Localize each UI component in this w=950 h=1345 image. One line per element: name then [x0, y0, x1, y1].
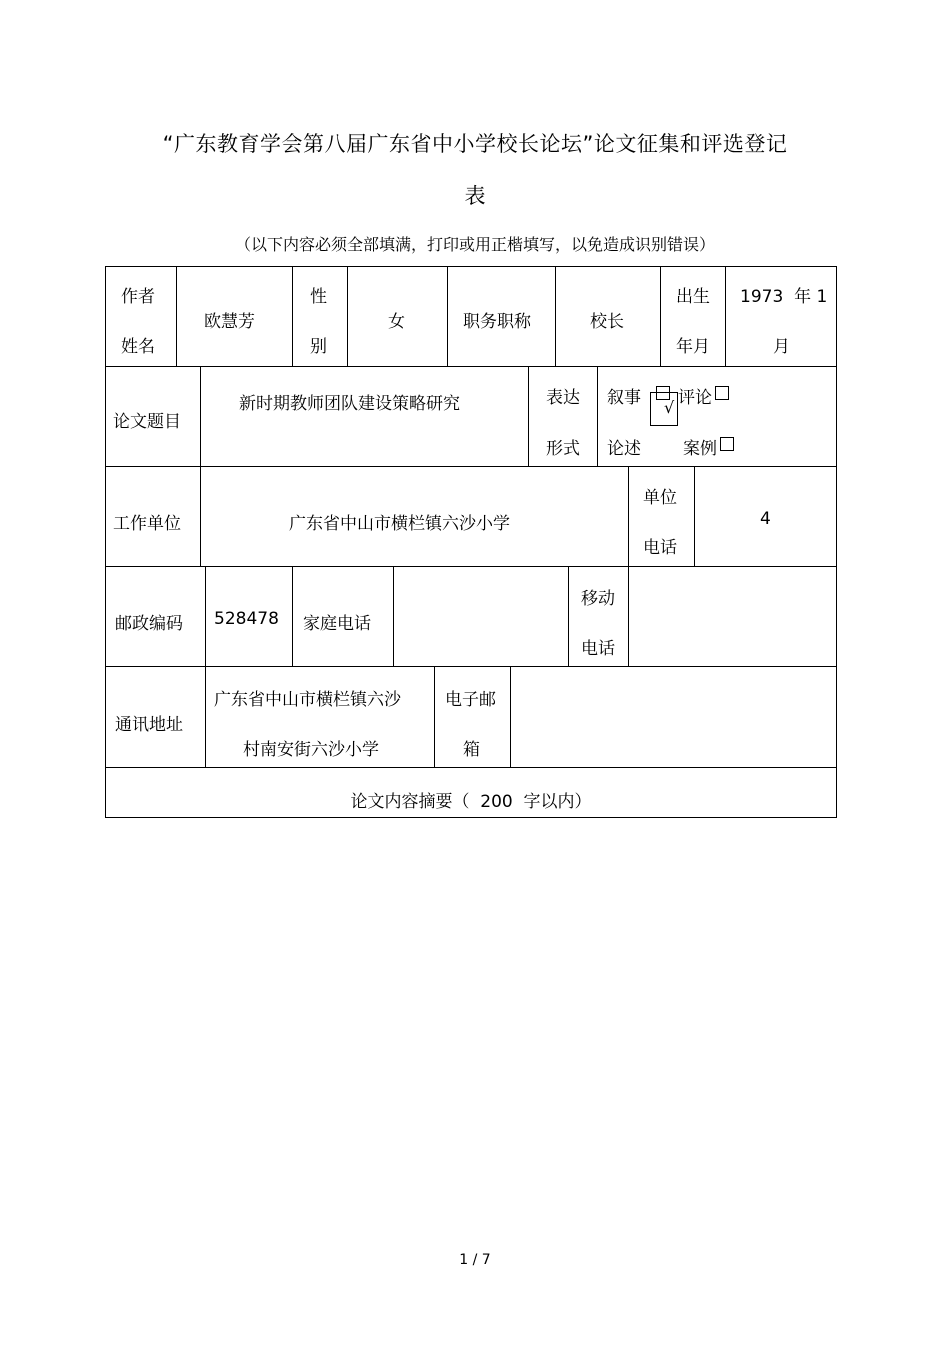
address-label: 通讯地址	[115, 715, 183, 735]
topic-label: 论文题目	[113, 412, 181, 432]
page-number: 1 / 7	[459, 1252, 491, 1268]
cell-divider	[347, 266, 348, 366]
cell-divider	[628, 566, 629, 666]
checkmark-icon: √	[664, 398, 675, 417]
form-title-line1: “广东教育学会第八届广东省中小学校长论坛”论文征集和评选登记	[162, 132, 788, 156]
position-value: 校长	[590, 312, 624, 332]
cell-divider	[292, 266, 293, 366]
row-divider	[105, 366, 837, 367]
row-divider	[105, 566, 837, 567]
case-checkbox[interactable]	[720, 437, 734, 451]
author-label: 姓名	[121, 337, 155, 357]
form-label: 形式	[546, 439, 580, 459]
cell-divider	[205, 566, 206, 666]
cell-divider	[628, 466, 629, 566]
postcode-label: 邮政编码	[115, 614, 183, 634]
form-title-line2: 表	[464, 184, 486, 208]
cell-divider	[200, 366, 201, 466]
row-divider	[105, 767, 837, 768]
cell-divider	[725, 266, 726, 366]
cell-divider	[205, 666, 206, 767]
email-label: 箱	[463, 740, 480, 760]
email-label: 电子邮	[445, 690, 496, 710]
cell-divider	[200, 466, 201, 566]
cell-divider	[434, 666, 435, 767]
address-value: 广东省中山市横栏镇六沙	[214, 690, 401, 710]
cell-divider	[568, 566, 569, 666]
option-discuss: 论述	[607, 439, 641, 459]
option-narrative: 叙事	[607, 388, 641, 408]
mobile-label: 移动	[581, 589, 615, 609]
unit-phone-label: 电话	[643, 538, 677, 558]
cell-divider	[393, 566, 394, 666]
cell-divider	[528, 366, 529, 466]
address-value: 村南安街六沙小学	[243, 740, 379, 760]
birth-label: 出生	[676, 287, 710, 307]
home-phone-label: 家庭电话	[303, 614, 371, 634]
cell-divider	[660, 266, 661, 366]
fill-instruction-note: （以下内容必须全部填满，打印或用正楷填写，以免造成识别错误）	[234, 235, 715, 254]
birth-value: 1973 年 1	[740, 287, 828, 307]
gender-label: 性	[310, 287, 327, 307]
birth-label: 年月	[676, 337, 710, 357]
cell-divider	[447, 266, 448, 366]
author-name-value: 欧慧芳	[204, 312, 255, 332]
cell-divider	[510, 666, 511, 767]
gender-value: 女	[388, 312, 405, 332]
form-label: 表达	[546, 388, 580, 408]
cell-divider	[597, 366, 598, 466]
cell-divider	[555, 266, 556, 366]
unit-label: 工作单位	[113, 514, 181, 534]
birth-value: 月	[773, 337, 790, 357]
cell-divider	[694, 466, 695, 566]
option-case: 案例	[683, 439, 717, 459]
unit-value: 广东省中山市横栏镇六沙小学	[289, 514, 510, 534]
topic-value: 新时期教师团队建设策略研究	[239, 394, 460, 414]
cell-divider	[176, 266, 177, 366]
author-label: 作者	[121, 287, 155, 307]
row-divider	[105, 666, 837, 667]
abstract-label: 论文内容摘要（ 200 字以内）	[350, 792, 592, 812]
comment-checkbox[interactable]	[715, 386, 729, 400]
unit-phone-value: 4	[760, 509, 771, 529]
gender-label: 别	[310, 337, 327, 357]
cell-divider	[292, 566, 293, 666]
position-label: 职务职称	[463, 312, 531, 332]
mobile-label: 电话	[581, 639, 615, 659]
postcode-value: 528478	[214, 609, 279, 629]
unit-phone-label: 单位	[643, 488, 677, 508]
row-divider	[105, 466, 837, 467]
option-comment: 评论	[678, 388, 712, 408]
